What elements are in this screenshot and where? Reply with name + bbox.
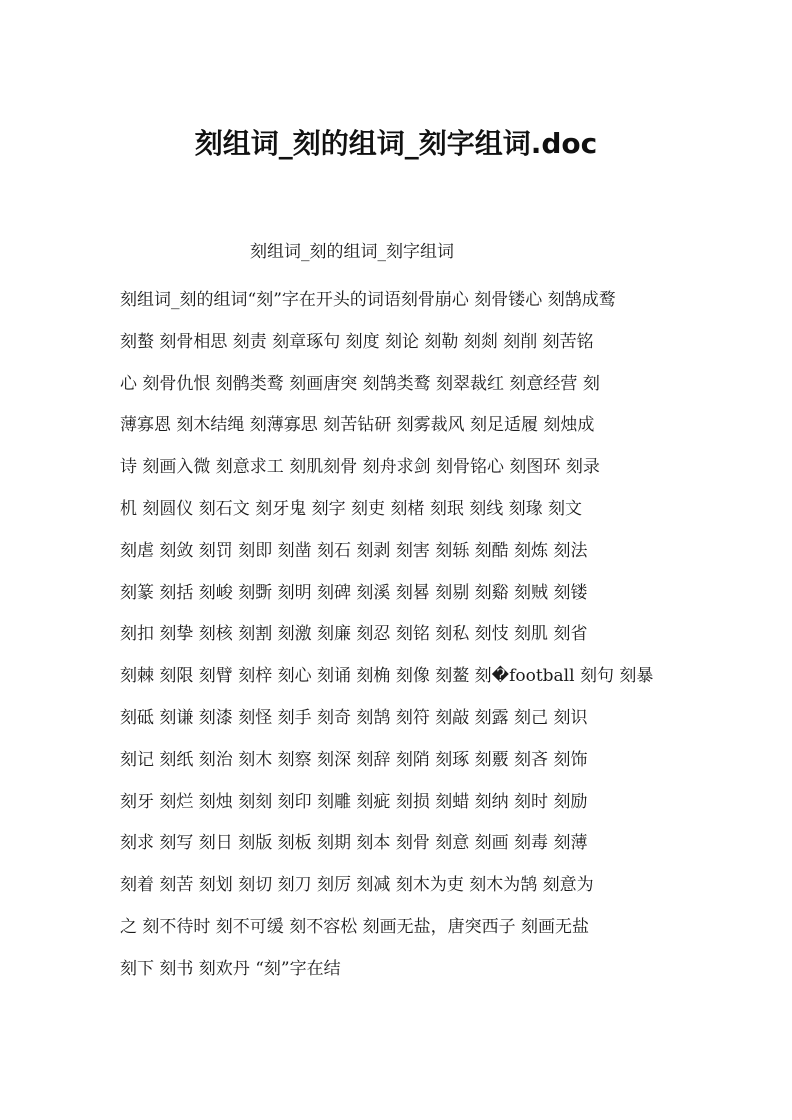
document-title: 刻组词_刻的组词_刻字组词.doc — [194, 127, 598, 160]
body-line: 刻螯 刻骨相思 刻责 刻章琢句 刻度 刻论 刻勒 刻剡 刻削 刻苦铭 — [120, 331, 594, 352]
body-line: 刻棘 刻限 刻臂 刻梓 刻心 刻诵 刻桷 刻像 刻鳌 刻�football 刻句 刻暴 — [120, 666, 654, 687]
body-line: 刻组词_刻的组词“刻”字在开头的词语刻骨崩心 刻骨镂心 刻鹄成鹜 — [120, 290, 616, 310]
body-line: 刻求 刻写 刻日 刻版 刻板 刻期 刻本 刻骨 刻意 刻画 刻毒 刻薄 — [120, 833, 588, 854]
body-line: 机 刻圆仪 刻石文 刻牙鬼 刻字 刻吏 刻楮 刻珉 刻线 刻瑑 刻文 — [120, 498, 583, 519]
document-subtitle: 刻组词_刻的组词_刻字组词 — [250, 242, 454, 262]
body-line: 刻扣 刻挚 刻核 刻割 刻激 刻廉 刻忍 刻铭 刻私 刻忮 刻肌 刻省 — [120, 624, 588, 645]
body-line: 刻牙 刻烂 刻烛 刻刻 刻印 刻雕 刻疵 刻损 刻蜡 刻纳 刻时 刻励 — [120, 791, 588, 812]
body-line: 刻下 刻书 刻欢丹 “刻”字在结 — [120, 958, 341, 979]
body-line: 之 刻不待时 刻不可缓 刻不容松 刻画无盐，唐突西子 刻画无盐 — [120, 916, 590, 937]
body-line: 诗 刻画入微 刻意求工 刻肌刻骨 刻舟求剑 刻骨铭心 刻图环 刻录 — [120, 457, 600, 478]
document-body — [120, 280, 680, 991]
body-line: 心 刻骨仇恨 刻鹘类鹜 刻画唐突 刻鹄类鹜 刻翠裁红 刻意经营 刻 — [120, 373, 600, 394]
body-line: 刻着 刻苦 刻划 刻切 刻刀 刻厉 刻减 刻木为吏 刻木为鹄 刻意为 — [120, 875, 594, 896]
body-line: 薄寡恩 刻木结绳 刻薄寡思 刻苦钻研 刻雾裁风 刻足适履 刻烛成 — [120, 415, 595, 436]
body-line: 刻篆 刻括 刻峻 刻斲 刻明 刻碑 刻溪 刻晷 刻剔 刻谿 刻贼 刻镂 — [120, 582, 588, 603]
body-line: 刻砥 刻谦 刻漆 刻怪 刻手 刻奇 刻鹄 刻符 刻敲 刻露 刻己 刻识 — [120, 707, 588, 728]
body-line: 刻记 刻纸 刻治 刻木 刻察 刻深 刻辞 刻陗 刻琢 刻覈 刻吝 刻饰 — [120, 749, 588, 770]
body-line: 刻虐 刻敛 刻罚 刻即 刻凿 刻石 刻剥 刻害 刻轹 刻酷 刻炼 刻法 — [120, 540, 588, 561]
